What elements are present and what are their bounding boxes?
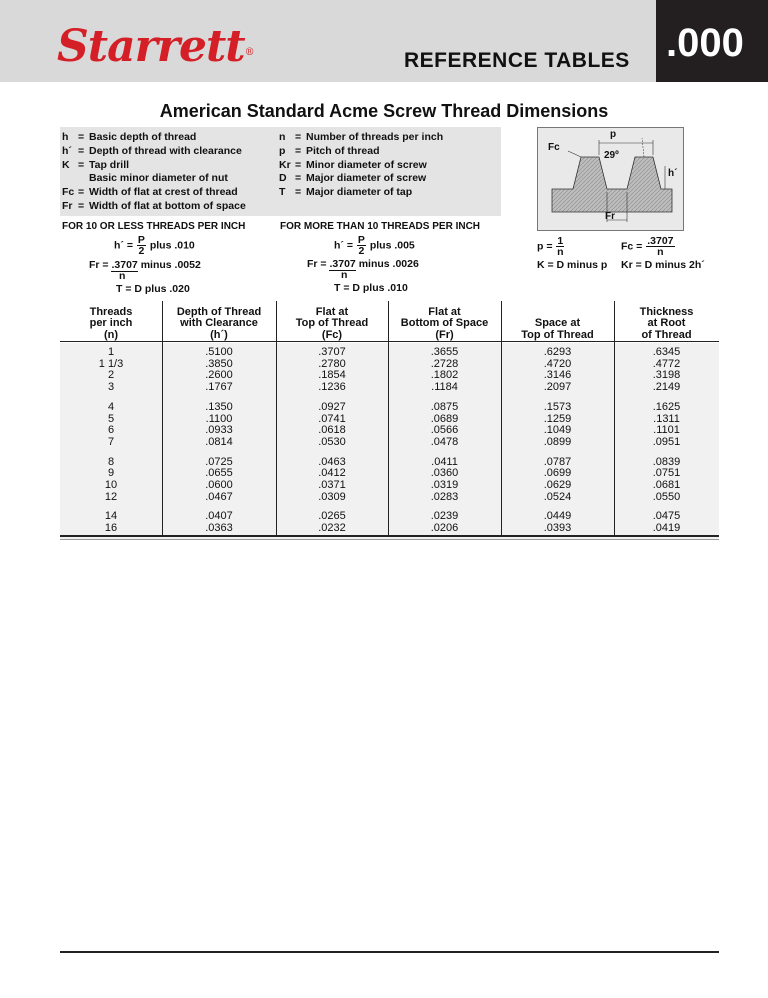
table-column-cells	[614, 457, 719, 504]
diagram-label-fc: Fc	[548, 142, 560, 153]
table-cell: .1236	[318, 381, 346, 394]
table-cell: .0360	[430, 467, 459, 480]
table-column-cells	[60, 402, 162, 449]
table-cell: .0239	[430, 510, 459, 523]
legend-eq	[78, 172, 89, 186]
column-header-line: (Fr)	[435, 328, 454, 341]
table-cell: .0839	[652, 455, 681, 468]
legend-column-right	[279, 131, 443, 200]
table-cell: 4	[107, 400, 115, 413]
table-cell: .3707	[318, 346, 346, 358]
table-cell: .0899	[543, 435, 572, 448]
column-header-line: Depth of Thread	[176, 305, 262, 318]
column-header-line: Thickness	[639, 305, 694, 318]
table-column-cells	[60, 347, 162, 394]
column-header-line: per inch	[89, 317, 133, 329]
column-header-line: Top of Thread	[521, 328, 594, 341]
table-column-cells	[162, 402, 276, 449]
table-cell: .3850	[205, 357, 233, 370]
table-cell: .0283	[430, 490, 459, 503]
legend-desc: Depth of thread with clearance	[89, 144, 242, 157]
table-cell: .0407	[205, 510, 233, 523]
table-cell: .2149	[652, 381, 681, 394]
table-column-cells	[276, 347, 388, 394]
table-column-cells	[501, 402, 614, 449]
column-header-line: (Fc)	[321, 328, 343, 341]
table-cell: 14	[104, 510, 118, 523]
legend-desc: Major diameter of tap	[306, 186, 413, 199]
column-header-line: Flat at	[428, 305, 461, 318]
table-cell: .0467	[205, 490, 233, 503]
legend-sym: Fr	[62, 199, 73, 212]
row-group	[60, 453, 719, 509]
column-divider	[162, 301, 163, 537]
legend-desc: Basic depth of thread	[89, 131, 197, 143]
formula-fr-left: Fr = .3707 minus .0052	[89, 259, 201, 271]
formula-fr-right: Fr = .3707 minus .0026	[307, 258, 419, 270]
table-column-cells	[614, 511, 719, 534]
column-header	[60, 303, 162, 341]
symbol-legend	[60, 127, 501, 216]
table-cell: .6293	[543, 346, 572, 358]
legend-column-left	[62, 131, 246, 214]
column-header-line: Flat at	[315, 305, 349, 318]
formula-kr: Kr = D minus 2h´	[621, 259, 705, 271]
column-header-line: (n)	[103, 328, 119, 341]
page-header	[0, 0, 768, 82]
table-cell: 16	[104, 522, 118, 535]
table-cell: .0550	[652, 490, 681, 503]
table-cell: .0363	[205, 522, 233, 535]
table-cell: .0232	[318, 522, 346, 535]
formula-t-left: T = D plus .020	[116, 283, 190, 295]
column-header-line: at Root	[647, 317, 686, 329]
table-column-cells	[162, 347, 276, 394]
table-column-cells	[60, 457, 162, 504]
column-header	[614, 303, 719, 341]
table-cell: 8	[107, 455, 115, 468]
table-cell: .0206	[430, 522, 459, 535]
table-cell: .1049	[543, 424, 572, 437]
table-cell: .1100	[205, 412, 233, 425]
legend-eq: =	[295, 144, 302, 157]
table-cell: .0618	[318, 424, 346, 437]
table-cell: .0566	[430, 424, 459, 437]
table-cell: .0725	[205, 455, 233, 468]
legend-sym: K	[62, 158, 70, 171]
legend-eq: =	[78, 186, 85, 199]
table-cell: .0927	[318, 400, 346, 413]
legend-entry	[279, 131, 443, 145]
table-column-cells	[60, 511, 162, 534]
formula-t-right: T = D plus .010	[334, 282, 408, 294]
legend-entry	[279, 145, 443, 159]
table-cell: 3	[107, 381, 115, 394]
table-column-cells	[501, 457, 614, 504]
column-header-line: (h´)	[210, 328, 228, 341]
table-cell: .0265	[318, 510, 346, 523]
table-cell: .2097	[543, 381, 572, 394]
legend-entry	[279, 186, 443, 200]
legend-eq: =	[295, 131, 302, 143]
table-cell: .0319	[430, 479, 459, 491]
table-cell: .1767	[205, 381, 233, 394]
legend-eq: =	[295, 172, 302, 185]
table-cell: .1350	[205, 400, 233, 413]
table-cell: 5	[107, 412, 115, 425]
table-column-cells	[276, 457, 388, 504]
table-cell: .0309	[318, 490, 346, 503]
table-cell: .1625	[652, 400, 681, 413]
column-header-line: Bottom of Space	[400, 317, 489, 329]
diagram-label-depth: h´	[668, 168, 678, 179]
legend-desc: Basic minor diameter of nut	[89, 172, 228, 185]
table-cell: .0524	[543, 490, 572, 503]
document-title: American Standard Acme Screw Thread Dimensions	[159, 101, 609, 121]
table-cell: 7	[107, 435, 115, 448]
starrett-logo: Starrett®	[57, 21, 254, 72]
formula-fr-left-denominator: n	[119, 270, 126, 282]
table-cell: 1 1/3	[98, 357, 124, 370]
table-cell: .0751	[652, 467, 681, 480]
legend-eq: =	[78, 158, 85, 171]
column-divider	[501, 301, 502, 537]
row-group	[60, 398, 719, 454]
table-cell: .0371	[318, 479, 346, 491]
column-divider	[276, 301, 277, 537]
table-cell: .0689	[430, 412, 459, 425]
legend-desc: Width of flat at bottom of space	[89, 199, 246, 212]
legend-eq: =	[78, 131, 85, 143]
legend-entry	[279, 159, 443, 173]
legend-sym: Kr	[279, 158, 291, 171]
formula-fc: Fc = $\frac{.3707}{n}$	[621, 235, 674, 258]
column-header-line: of Thread	[641, 328, 692, 341]
table-cell: .0475	[652, 510, 681, 523]
column-header	[501, 303, 614, 341]
column-header	[388, 303, 501, 341]
legend-sym: h´	[62, 144, 72, 157]
table-cell: 6	[107, 424, 115, 437]
table-cell: .2780	[318, 357, 346, 370]
table-cell: .3146	[543, 369, 572, 382]
legend-desc: Minor diameter of screw	[306, 158, 427, 171]
column-divider	[614, 301, 615, 537]
table-cell: .0419	[652, 522, 681, 535]
table-column-cells	[614, 402, 719, 449]
formula-fr-right-denominator: n	[341, 269, 348, 281]
legend-eq: =	[78, 199, 85, 212]
table-cell: .0814	[205, 435, 233, 448]
table-column-cells	[162, 511, 276, 534]
table-cell: 1	[107, 346, 115, 358]
table-cell: .0655	[205, 467, 233, 480]
table-column-cells	[388, 347, 501, 394]
table-cell: .1854	[318, 369, 346, 382]
table-column-cells	[276, 511, 388, 534]
table-cell: .0530	[318, 435, 346, 448]
formula-heading-10-or-less: FOR 10 OR LESS THREADS PER INCH	[62, 221, 246, 232]
table-cell: .2728	[430, 357, 459, 370]
table-cell: .1259	[543, 412, 572, 425]
table-cell: .0600	[205, 479, 233, 491]
table-cell: .0787	[543, 455, 572, 468]
table-cell: .4720	[543, 357, 572, 370]
table-cell: .0741	[318, 412, 346, 425]
table-cell: .1101	[653, 424, 680, 437]
column-header-line: Top of Thread	[295, 317, 369, 329]
table-cell: .3655	[430, 346, 459, 358]
legend-eq: =	[295, 158, 302, 171]
table-cell: .0951	[652, 435, 681, 448]
diagram-label-angle: 29º	[604, 150, 619, 161]
column-header-line: with Clearance	[180, 317, 258, 329]
table-bottom-rule	[60, 535, 719, 537]
formula-k: K = D minus p	[537, 259, 608, 271]
legend-entry	[62, 186, 246, 200]
table-cell: .0933	[205, 424, 233, 437]
legend-desc: Number of threads per inch	[306, 131, 444, 143]
row-group	[60, 343, 719, 399]
table-cell: .1802	[430, 369, 459, 382]
legend-sym: T	[279, 186, 286, 199]
thread-profile-diagram	[537, 127, 684, 231]
legend-entry	[62, 145, 246, 159]
table-column-cells	[501, 511, 614, 534]
legend-sym: Fc	[62, 186, 75, 199]
table-cell: .2600	[205, 369, 233, 382]
column-header	[276, 303, 388, 341]
column-header-line: Threads	[89, 305, 133, 318]
table-cell: .0478	[430, 435, 459, 448]
legend-sym: n	[279, 131, 286, 143]
legend-desc: Width of flat at crest of thread	[89, 186, 238, 199]
table-cell: 10	[104, 479, 118, 491]
table-cell: .0681	[652, 479, 681, 491]
table-column-cells	[388, 457, 501, 504]
table-cell: .0699	[543, 467, 572, 480]
legend-entry	[62, 200, 246, 214]
legend-desc: Major diameter of screw	[306, 172, 427, 185]
legend-sym	[62, 172, 78, 186]
page-number: .000	[666, 21, 744, 65]
table-cell: .0875	[430, 400, 459, 413]
formula-h-clearance-left: h´ = $\frac{P}{2}$ plus .010	[114, 234, 195, 257]
column-header	[162, 303, 276, 341]
table-header	[60, 301, 719, 342]
table-column-cells	[388, 511, 501, 534]
column-header-line: Space at	[534, 317, 581, 329]
formula-pitch: p = $\frac{1}{n}$	[537, 235, 564, 258]
legend-entry	[62, 172, 246, 186]
formula-h-clearance-right: h´ = $\frac{P}{2}$ plus .005	[334, 234, 415, 257]
table-column-cells	[276, 402, 388, 449]
table-cell: .0449	[543, 510, 572, 523]
diagram-label-pitch: p	[610, 129, 617, 140]
table-cell: .0393	[543, 522, 572, 535]
legend-eq: =	[78, 144, 85, 157]
table-cell: .0412	[318, 467, 346, 480]
legend-sym: p	[279, 144, 286, 157]
table-cell: .3198	[652, 369, 681, 382]
table-column-cells	[388, 402, 501, 449]
legend-entry	[279, 172, 443, 186]
footer-rule	[60, 951, 719, 953]
legend-entry	[62, 159, 246, 173]
section-title: REFERENCE TABLES	[404, 49, 630, 72]
legend-sym: h	[62, 131, 69, 143]
table-column-cells	[162, 457, 276, 504]
table-cell: .0629	[543, 479, 572, 491]
table-column-cells	[501, 347, 614, 394]
legend-entry	[62, 131, 246, 145]
legend-desc: Tap drill	[89, 158, 130, 171]
table-cell: .1311	[653, 412, 680, 425]
table-cell: .6345	[652, 346, 681, 358]
table-cell: .1573	[543, 400, 572, 413]
table-cell: .5100	[205, 346, 233, 358]
table-column-cells	[614, 347, 719, 394]
table-cell: 12	[104, 490, 118, 503]
diagram-label-fr: Fr	[605, 211, 615, 222]
page-number-box	[656, 0, 768, 82]
legend-eq: =	[295, 186, 302, 199]
legend-desc: Pitch of thread	[306, 144, 380, 157]
legend-sym: D	[279, 172, 287, 185]
table-cell: 9	[107, 467, 115, 480]
table-cell: .0411	[431, 455, 458, 468]
table-cell: .4772	[652, 357, 681, 370]
table-cell: 2	[107, 369, 115, 382]
formula-heading-more-than-10: FOR MORE THAN 10 THREADS PER INCH	[280, 221, 481, 232]
table-cell: .1184	[431, 381, 458, 394]
table-cell: .0463	[318, 455, 346, 468]
column-divider	[388, 301, 389, 537]
